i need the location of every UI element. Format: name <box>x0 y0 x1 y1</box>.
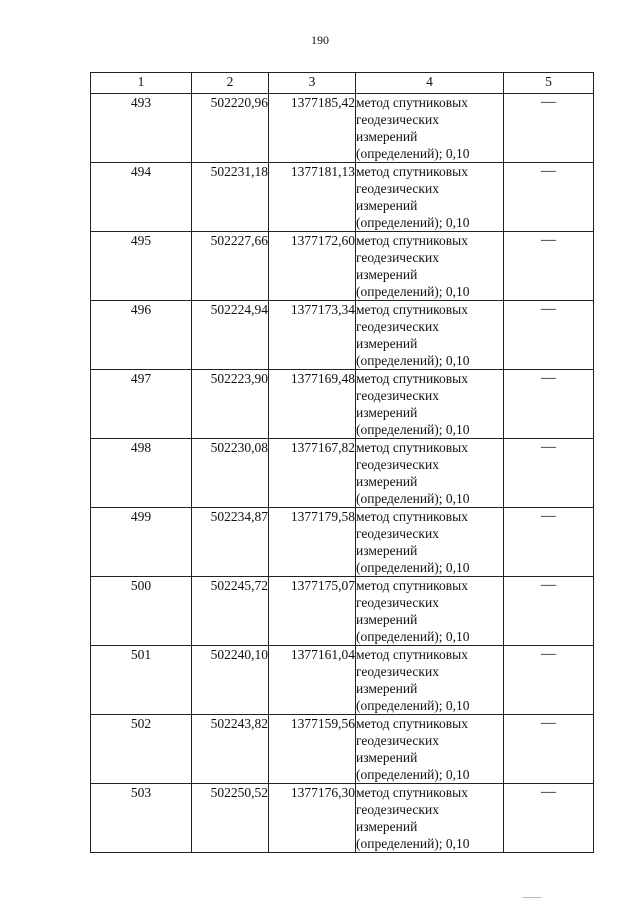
method-text-line: измерений <box>356 819 418 834</box>
point-number: 493 <box>91 94 192 163</box>
coordinate-y: 1377181,13 <box>269 163 356 232</box>
method-cell <box>356 508 504 577</box>
method-text-line: (определений); 0,10 <box>356 353 470 368</box>
point-number: 500 <box>91 577 192 646</box>
method-text-line: (определений); 0,10 <box>356 629 470 644</box>
column-header-4: 4 <box>356 73 504 94</box>
note-dash: — <box>504 439 594 508</box>
method-text-line: метод спутниковых <box>356 302 468 317</box>
method-text-line: метод спутниковых <box>356 785 468 800</box>
method-text-line: метод спутниковых <box>356 95 468 110</box>
coordinate-y: 1377167,82 <box>269 439 356 508</box>
method-cell <box>356 232 504 301</box>
point-number: 496 <box>91 301 192 370</box>
method-text-line: геодезических <box>356 319 439 334</box>
method-text-line: метод спутниковых <box>356 233 468 248</box>
method-text-line: геодезических <box>356 664 439 679</box>
method-text-line: измерений <box>356 405 418 420</box>
method-text-line: (определений); 0,10 <box>356 698 470 713</box>
method-cell <box>356 94 504 163</box>
note-dash: — <box>504 232 594 301</box>
table-row <box>91 232 594 301</box>
method-text-line: измерений <box>356 474 418 489</box>
table-header-row <box>91 73 594 94</box>
coordinate-x: 502250,52 <box>192 784 269 853</box>
method-text-line: метод спутниковых <box>356 371 468 386</box>
coordinate-y: 1377173,34 <box>269 301 356 370</box>
note-dash: — <box>504 577 594 646</box>
column-header-3: 3 <box>269 73 356 94</box>
page-number: 190 <box>311 33 329 47</box>
method-cell <box>356 439 504 508</box>
coordinate-y: 1377161,04 <box>269 646 356 715</box>
coordinate-x: 502230,08 <box>192 439 269 508</box>
method-cell <box>356 577 504 646</box>
coordinate-x: 502245,72 <box>192 577 269 646</box>
method-cell <box>356 646 504 715</box>
table-row <box>91 784 594 853</box>
method-text-line: измерений <box>356 336 418 351</box>
method-text-line: измерений <box>356 198 418 213</box>
table-row <box>91 370 594 439</box>
point-number: 497 <box>91 370 192 439</box>
method-cell <box>356 370 504 439</box>
coordinate-y: 1377185,42 <box>269 94 356 163</box>
method-text-line: метод спутниковых <box>356 164 468 179</box>
method-text-line: измерений <box>356 129 418 144</box>
method-text-line: геодезических <box>356 733 439 748</box>
coordinate-x: 502223,90 <box>192 370 269 439</box>
note-dash: — <box>504 163 594 232</box>
coordinate-x: 502240,10 <box>192 646 269 715</box>
method-text-line: (определений); 0,10 <box>356 836 470 851</box>
coordinate-x: 502243,82 <box>192 715 269 784</box>
table-row <box>91 163 594 232</box>
point-number: 503 <box>91 784 192 853</box>
method-text-line: (определений); 0,10 <box>356 146 470 161</box>
method-text-line: геодезических <box>356 181 439 196</box>
coordinate-x: 502234,87 <box>192 508 269 577</box>
method-text-line: метод спутниковых <box>356 647 468 662</box>
point-number: 498 <box>91 439 192 508</box>
table-row <box>91 646 594 715</box>
method-text-line: измерений <box>356 267 418 282</box>
coordinate-x: 502231,18 <box>192 163 269 232</box>
coordinate-x: 502220,96 <box>192 94 269 163</box>
method-cell <box>356 715 504 784</box>
method-text-line: (определений); 0,10 <box>356 284 470 299</box>
method-text-line: геодезических <box>356 388 439 403</box>
table-row <box>91 715 594 784</box>
method-text-line: геодезических <box>356 526 439 541</box>
method-text-line: метод спутниковых <box>356 578 468 593</box>
coordinates-table <box>90 72 594 853</box>
table-row <box>91 94 594 163</box>
coordinate-x: 502224,94 <box>192 301 269 370</box>
note-dash: — <box>504 508 594 577</box>
note-dash: — <box>504 301 594 370</box>
method-cell <box>356 784 504 853</box>
table-row <box>91 577 594 646</box>
method-text-line: геодезических <box>356 802 439 817</box>
method-text-line: метод спутниковых <box>356 509 468 524</box>
column-header-5: 5 <box>504 73 594 94</box>
note-dash: — <box>504 646 594 715</box>
column-header-2: 2 <box>192 73 269 94</box>
note-dash: — <box>504 94 594 163</box>
method-text-line: измерений <box>356 543 418 558</box>
note-dash: — <box>504 370 594 439</box>
table-row <box>91 508 594 577</box>
coordinate-y: 1377179,58 <box>269 508 356 577</box>
method-text-line: геодезических <box>356 457 439 472</box>
method-cell <box>356 163 504 232</box>
note-dash: — <box>504 715 594 784</box>
coordinate-x: 502227,66 <box>192 232 269 301</box>
point-number: 499 <box>91 508 192 577</box>
method-text-line: измерений <box>356 750 418 765</box>
method-text-line: геодезических <box>356 595 439 610</box>
coordinate-y: 1377175,07 <box>269 577 356 646</box>
coordinate-y: 1377176,30 <box>269 784 356 853</box>
method-text-line: измерений <box>356 681 418 696</box>
note-dash: — <box>504 784 594 853</box>
method-text-line: геодезических <box>356 250 439 265</box>
method-cell <box>356 301 504 370</box>
coordinate-y: 1377159,56 <box>269 715 356 784</box>
scan-artifact <box>522 897 542 898</box>
column-header-1: 1 <box>91 73 192 94</box>
method-text-line: геодезических <box>356 112 439 127</box>
method-text-line: (определений); 0,10 <box>356 422 470 437</box>
table-row <box>91 301 594 370</box>
method-text-line: (определений); 0,10 <box>356 215 470 230</box>
table-row <box>91 439 594 508</box>
method-text-line: метод спутниковых <box>356 716 468 731</box>
method-text-line: метод спутниковых <box>356 440 468 455</box>
coordinate-y: 1377169,48 <box>269 370 356 439</box>
method-text-line: (определений); 0,10 <box>356 491 470 506</box>
point-number: 501 <box>91 646 192 715</box>
coordinate-y: 1377172,60 <box>269 232 356 301</box>
method-text-line: измерений <box>356 612 418 627</box>
method-text-line: (определений); 0,10 <box>356 560 470 575</box>
point-number: 494 <box>91 163 192 232</box>
method-text-line: (определений); 0,10 <box>356 767 470 782</box>
point-number: 495 <box>91 232 192 301</box>
point-number: 502 <box>91 715 192 784</box>
